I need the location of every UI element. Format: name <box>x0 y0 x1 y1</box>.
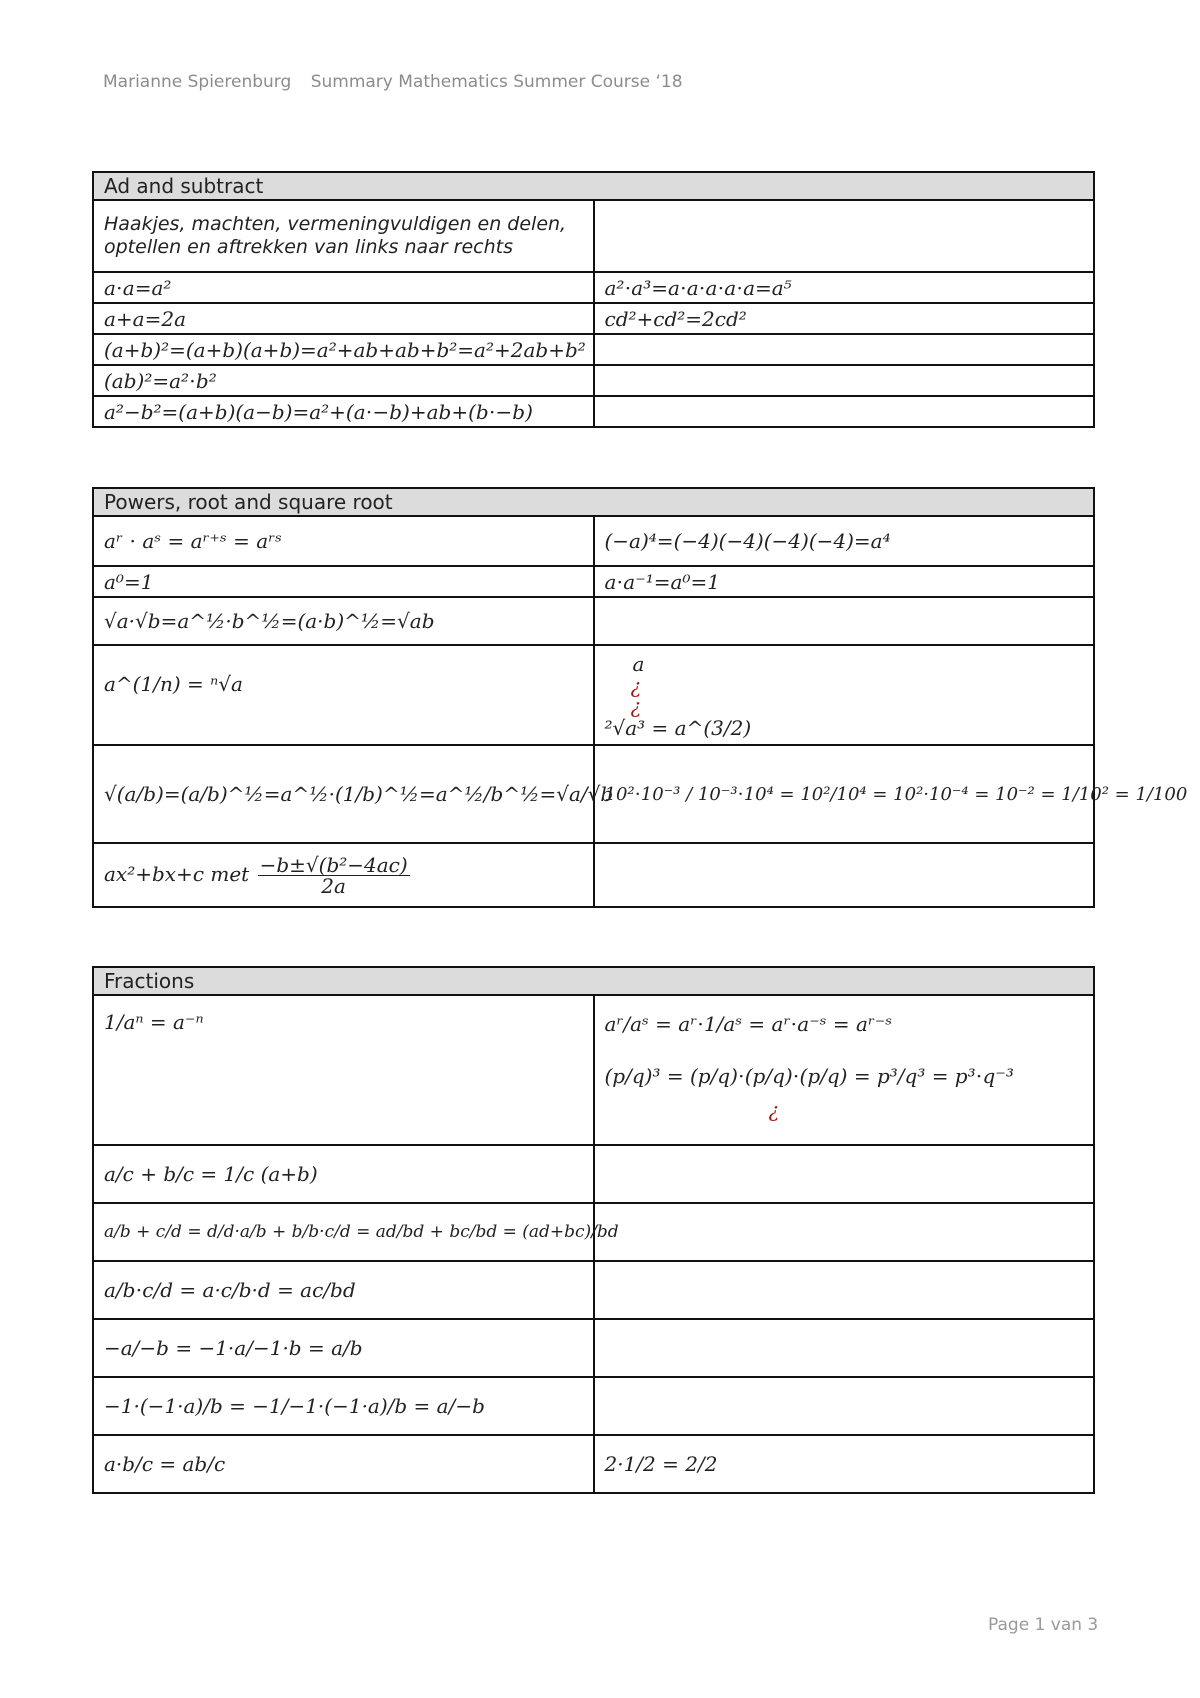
formula: aʳ ⋅ aˢ = aʳ⁺ˢ = aʳˢ <box>93 516 594 566</box>
formula: √a·√b=a^½·b^½=(a·b)^½=√ab <box>93 597 594 645</box>
table-fractions <box>92 966 1095 1494</box>
fraction-denominator: 2a <box>321 873 346 898</box>
formula: (−a)⁴=(−4)(−4)(−4)(−4)=a⁴ <box>594 516 1095 566</box>
header-title: Summary Mathematics Summer Course ‘18 <box>310 72 683 92</box>
abc-formula-fraction <box>258 852 410 898</box>
formula <box>594 396 1095 427</box>
page-number: Page 1 van 3 <box>988 1615 1099 1635</box>
formula-prefix: ax²+bx+c met <box>104 861 250 886</box>
formula: ²√a³ = a^(3/2) <box>604 716 752 740</box>
section-title: Powers, root and square root <box>93 488 1094 516</box>
empty-cell <box>594 1203 1095 1261</box>
placeholder-glyph: ¿ <box>768 1098 780 1122</box>
formula: a⁰=1 <box>93 566 594 597</box>
formula: cd²+cd²=2cd² <box>594 303 1095 334</box>
formula: √(a/b)=(a/b)^½=a^½·(1/b)^½=a^½/b^½=√a/√b <box>93 745 594 843</box>
empty-cell <box>594 1261 1095 1319</box>
formula: a⋅a⁻¹=a⁰=1 <box>594 566 1095 597</box>
section-title: Fractions <box>93 967 1094 995</box>
empty-cell <box>594 200 1095 272</box>
formula: a²⋅a³=a⋅a⋅a⋅a⋅a=a⁵ <box>594 272 1095 303</box>
formula: 10²⋅10⁻³ / 10⁻³⋅10⁴ = 10²/10⁴ = 10²·10⁻⁴ = 10⁻² = 1/10² = 1/100 <box>594 745 1095 843</box>
formula: a/b + c/d = d/d·a/b + b/b·c/d = ad/bd + bc/bd = (ad+bc)/bd <box>93 1203 594 1261</box>
formula: −a/−b = −1·a/−1·b = a/b <box>93 1319 594 1377</box>
formula: a⋅a=a² <box>93 272 594 303</box>
empty-cell <box>594 597 1095 645</box>
empty-cell <box>594 1145 1095 1203</box>
formula: a^(1/n) = ⁿ√a <box>93 645 594 745</box>
table-add-subtract <box>92 171 1095 428</box>
formula: a+a=2a <box>93 303 594 334</box>
header-author: Marianne Spierenburg <box>103 72 292 92</box>
formula: a²−b²=(a+b)(a−b)=a²+(a⋅−b)+ab+(b⋅−b) <box>93 396 594 427</box>
empty-cell <box>594 843 1095 907</box>
formula-part: a <box>632 652 645 676</box>
formula: (a+b)²=(a+b)(a+b)=a²+ab+ab+b²=a²+2ab+b² <box>93 334 594 365</box>
formula: −1·(−1·a)/b = −1/−1·(−1·a)/b = a/−b <box>93 1377 594 1435</box>
empty-cell <box>594 1319 1095 1377</box>
formula: (ab)²=a²⋅b² <box>93 365 594 396</box>
formula: a/b⋅c/d = a·c/b·d = ac/bd <box>93 1261 594 1319</box>
formula: a/c + b/c = 1/c (a+b) <box>93 1145 594 1203</box>
formula: aʳ/aˢ = aʳ⋅1/aˢ = aʳ⋅a⁻ˢ = aʳ⁻ˢ <box>604 1012 893 1036</box>
section-title: Ad and subtract <box>93 172 1094 200</box>
formula: a·b/c = ab/c <box>93 1435 594 1493</box>
page-header <box>103 72 683 92</box>
formula <box>594 365 1095 396</box>
formula: 1/aⁿ = a⁻ⁿ <box>93 995 594 1145</box>
formula: (p/q)³ = (p/q)⋅(p/q)⋅(p/q) = p³/q³ = p³⋅q⁻³ <box>604 1064 1014 1088</box>
fraction-numerator: −b±√(b²−4ac) <box>259 852 408 877</box>
formula <box>594 334 1095 365</box>
order-of-operations-note: Haakjes, machten, vermeningvuldigen en delen, optellen en aftrekken van links naar rechts <box>93 200 594 272</box>
table-powers-roots <box>92 487 1188 908</box>
empty-cell <box>594 1377 1095 1435</box>
placeholder-glyph: ¿ ¿ <box>630 674 642 718</box>
formula: 2·1/2 = 2/2 <box>594 1435 1095 1493</box>
